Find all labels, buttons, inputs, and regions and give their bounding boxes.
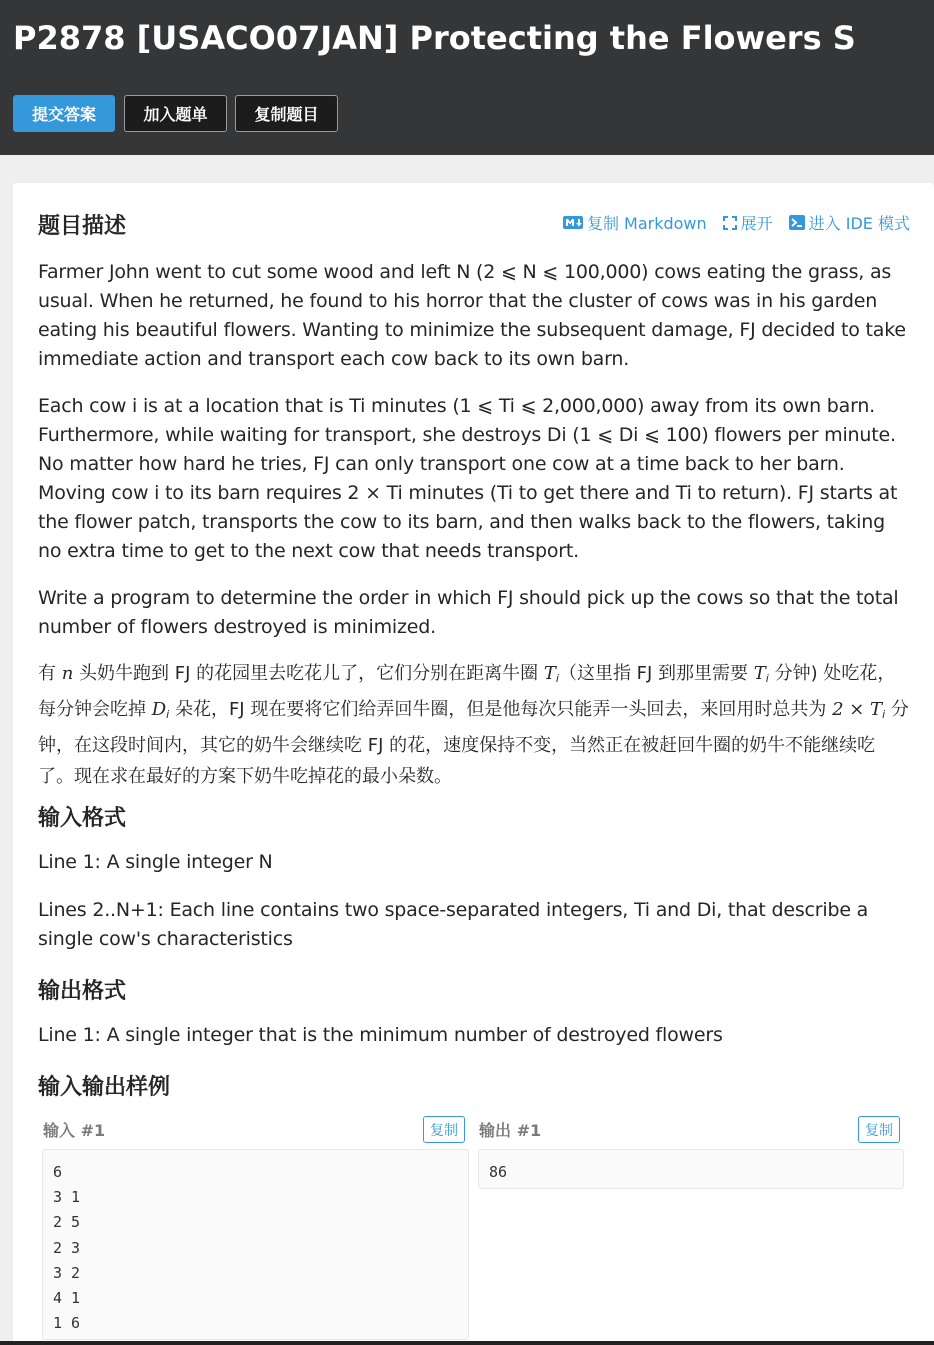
copy-output-button[interactable]: 复制 (858, 1116, 900, 1143)
copy-input-button[interactable]: 复制 (423, 1116, 465, 1143)
expand-link[interactable] (723, 211, 773, 234)
toolbar (547, 211, 910, 234)
sample-input-line: 4 1 (53, 1288, 81, 1307)
markdown-icon (563, 216, 583, 229)
ide-mode-label: 进入 IDE 模式 (808, 214, 910, 233)
sample-output-box (478, 1149, 904, 1189)
sample-input-label: 输入 #1 (43, 1121, 106, 1140)
description-chinese: 有 n 头奶牛跑到 FJ 的花园里去吃花儿了，它们分别在距离牛圈 $T_i$（这里指 FJ 到那里需要 $T_i$ 分钟) 处吃花，每分钟会吃掉 $D_i$ 朵花，FJ 现在要将它们给弄回牛圈，但是他每次只能弄一头回去，来回用时总共为 $2 \times T_i$ 分钟，在这段时间内，其它的奶牛会继续吃 FJ 的花，速度保持不变，当然正在被赶回牛圈的奶牛不能继续吃了。现在求在最好的方案下奶牛吃掉花的最小朵数。 (38, 663, 909, 787)
sample-output-label: 输出 #1 (479, 1121, 542, 1140)
sample-input-box (42, 1149, 469, 1340)
expand-icon (723, 216, 737, 230)
copy-markdown-label: 复制 Markdown (586, 214, 707, 233)
samples-heading: 输入输出样例 (38, 1075, 171, 1100)
bottom-divider (0, 1341, 934, 1345)
sample-input-line: 1 6 (53, 1314, 81, 1333)
sample-input-line: 2 3 (53, 1238, 81, 1257)
input-format-line-2: Lines 2..N+1: Each line contains two space-separated integers, Ti and Di, that describe a single cow's characteristics (38, 899, 869, 950)
ide-mode-link[interactable] (789, 211, 910, 234)
sample-input-line: 2 5 (53, 1213, 81, 1232)
page-title: P2878 [USACO07JAN] Protecting the Flowers S (13, 19, 856, 57)
copy-problem-button[interactable]: 复制题目 (235, 95, 338, 132)
sample-input-line: 3 2 (53, 1263, 81, 1282)
submit-button[interactable]: 提交答案 (13, 95, 115, 132)
description-paragraph-2: Each cow i is at a location that is Ti minutes (1 ⩽ Ti ⩽ 2,000,000) away from its own barn. Furthermore, while waiting for transport, she destroys Di (1 ⩽ Di ⩽ 100) flowers per minute. No matter how hard he tries, FJ can only transport one cow at a time back to her barn. Moving cow i to its barn requires 2 × Ti minutes (Ti to get there and Ti to return). FJ starts at the flower patch, transports the cow to its barn, and then walks back to the flowers, taking no extra time to get to the next cow that needs transport. (38, 395, 898, 562)
description-paragraph-3: Write a program to determine the order in which FJ should pick up the cows so that the total number of flowers destroyed is minimized. (38, 587, 899, 638)
copy-markdown-link[interactable] (563, 211, 707, 234)
add-to-list-button[interactable]: 加入题单 (124, 95, 227, 132)
terminal-icon (789, 215, 805, 230)
sample-output-line: 86 (489, 1163, 508, 1181)
problem-card (13, 183, 934, 1345)
sample-input-line: 3 1 (53, 1188, 81, 1207)
sample-input-line: 6 (53, 1163, 63, 1181)
expand-label: 展开 (740, 214, 773, 233)
input-format-heading: 输入格式 (38, 806, 127, 831)
header-bar (0, 0, 934, 155)
output-format-line-1: Line 1: A single integer that is the minimum number of destroyed flowers (38, 1024, 723, 1046)
description-heading: 题目描述 (38, 214, 127, 239)
output-format-heading: 输出格式 (38, 979, 127, 1004)
description-paragraph-1: Farmer John went to cut some wood and left N (2 ⩽ N ⩽ 100,000) cows eating the grass, as usual. When he returned, he found to his horror that the cluster of cows was in his garden eating his beautiful flowers. Wanting to minimize the subsequent damage, FJ decided to take immediate action and transport each cow back to its own barn. (38, 261, 906, 370)
input-format-line-1: Line 1: A single integer N (38, 851, 273, 873)
